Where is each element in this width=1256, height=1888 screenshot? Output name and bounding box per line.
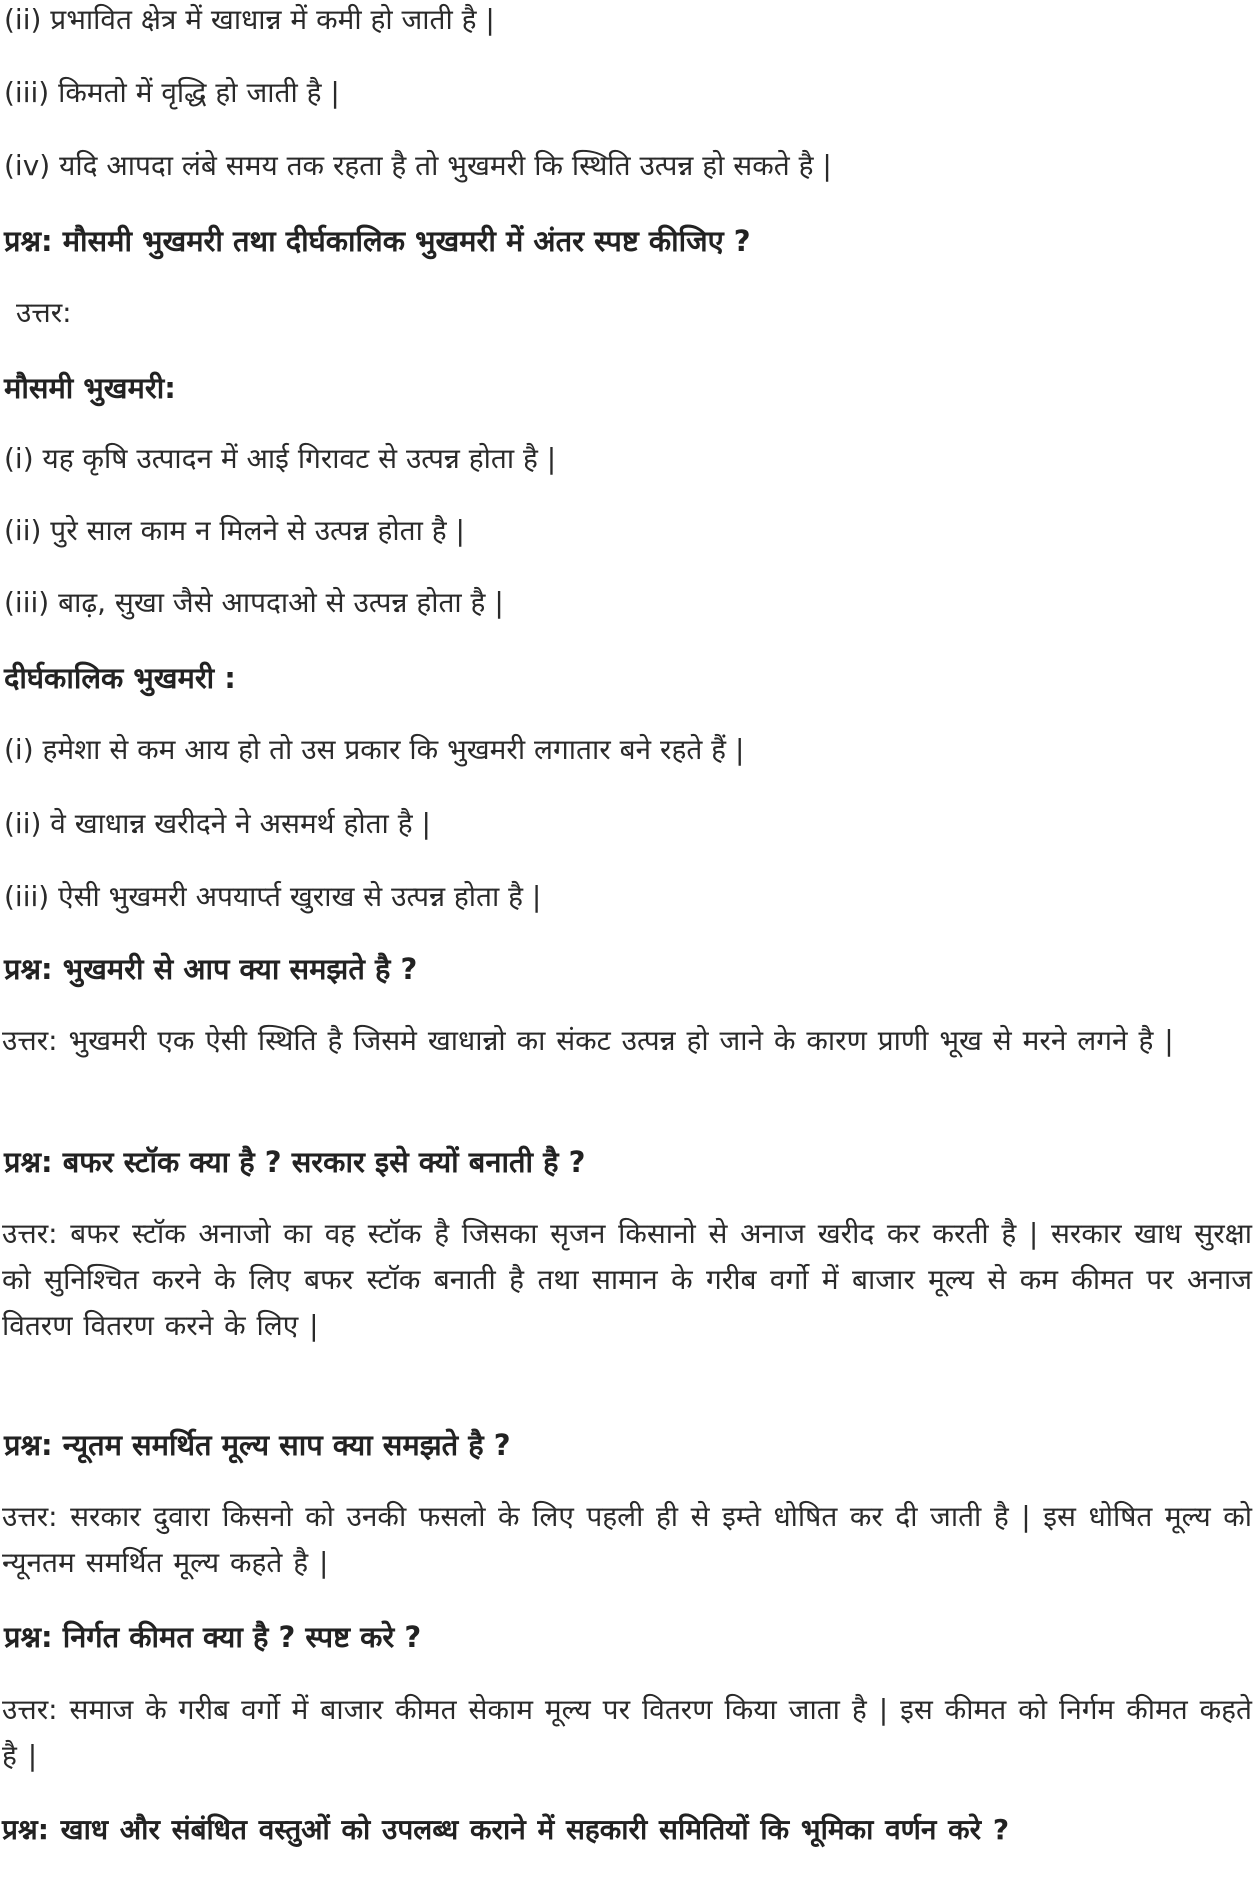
question-heading: प्रश्न: बफर स्टॉक क्या है ? सरकार इसे क्यों बनाती है ? — [4, 1145, 586, 1179]
list-item: (ii) वे खाधान्न खरीदने ने असमर्थ होता है | — [4, 807, 431, 840]
answer-paragraph: उत्तर: समाज के गरीब वर्गो में बाजार कीमत सेकाम मूल्य पर वितरण किया जाता है | इस कीमत को निर्गम कीमत कहते है | — [2, 1693, 1252, 1772]
list-item: (iii) ऐसी भुखमरी अपयार्प्त खुराख से उत्पन्न होता है | — [4, 880, 542, 913]
answer-label: उत्तर: — [16, 296, 72, 329]
answer-paragraph: उत्तर: बफर स्टॉक अनाजो का वह स्टॉक है जिसका सृजन किसानो से अनाज खरीद कर करती है | सरकार खाध सुरक्षा को सुनिश्चित करने के लिए बफर स्टॉक बनाती है तथा सामान के गरीब वर्गो में बाजार मूल्य से कम कीमत पर अनाज वितरण वितरण करने के लिए | — [2, 1217, 1252, 1342]
list-item: (i) यह कृषि उत्पादन में आई गिरावट से उत्पन्न होता है | — [4, 442, 557, 475]
list-item: (iii) किमतो में वृद्धि हो जाती है | — [4, 76, 340, 109]
list-item: (ii) प्रभावित क्षेत्र में खाधान्न में कमी हो जाती है | — [4, 3, 495, 36]
list-item: (i) हमेशा से कम आय हो तो उस प्रकार कि भुखमरी लगातार बने रहते हैं | — [4, 733, 745, 766]
list-item: (ii) पुरे साल काम न मिलने से उत्पन्न होता है | — [4, 514, 465, 547]
section-heading-chronic: दीर्घकालिक भुखमरी : — [4, 661, 236, 695]
list-item: (iv) यदि आपदा लंबे समय तक रहता है तो भुखमरी कि स्थिति उत्पन्न हो सकते है | — [4, 149, 832, 182]
question-heading: प्रश्न: न्यूतम समर्थित मूल्य साप क्या समझते है ? — [4, 1428, 511, 1462]
question-heading: प्रश्न: मौसमी भुखमरी तथा दीर्घकालिक भुखमरी में अंतर स्पष्ट कीजिए ? — [4, 224, 751, 258]
section-heading-seasonal: मौसमी भुखमरी: — [4, 371, 176, 405]
question-heading: प्रश्न: खाध और संबंधित वस्तुओं को उपलब्ध कराने में सहकारी समितियों कि भूमिका वर्णन करे ? — [2, 1813, 1010, 1846]
list-item: (iii) बाढ़, सुखा जैसे आपदाओ से उत्पन्न होता है | — [4, 586, 504, 619]
answer-paragraph: उत्तर: भुखमरी एक ऐसी स्थिति है जिसमे खाधान्नो का संकट उत्पन्न हो जाने के कारण प्राणी भूख से मरने लगने है | — [2, 1024, 1174, 1057]
question-heading: प्रश्न: निर्गत कीमत क्या है ? स्पष्ट करे ? — [4, 1620, 422, 1654]
answer-paragraph: उत्तर: सरकार दुवारा किसनो को उनकी फसलो के लिए पहली ही से इम्ते धोषित कर दी जाती है | इस धोषित मूल्य को न्यूनतम समर्थित मूल्य कहते है | — [2, 1500, 1252, 1579]
question-heading: प्रश्न: भुखमरी से आप क्या समझते है ? — [4, 952, 418, 986]
